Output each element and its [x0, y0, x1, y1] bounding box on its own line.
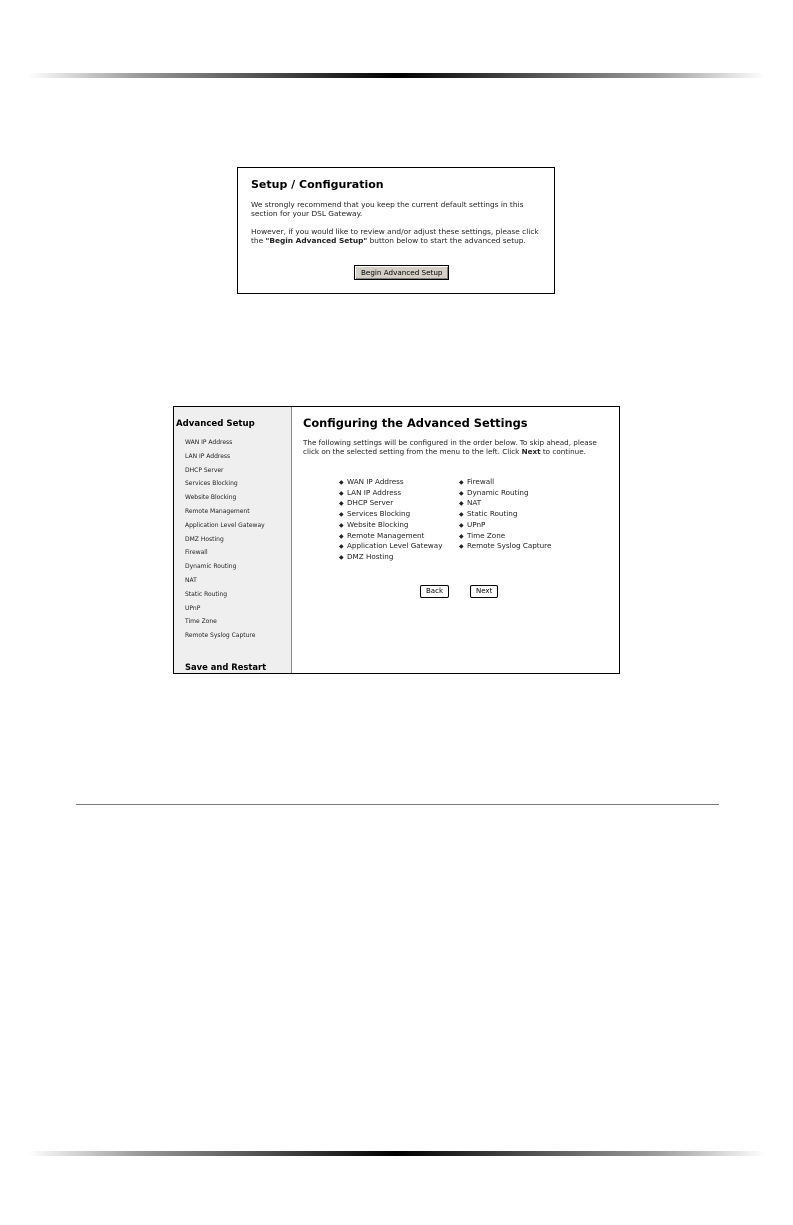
list-item-nat	[459, 498, 551, 509]
bullet-icon: ◆	[339, 479, 344, 486]
bottom-decorative-rule	[28, 1151, 765, 1156]
sidebar-menu	[185, 439, 265, 646]
settings-list-column-1	[339, 477, 442, 563]
list-item-dmz-hosting	[339, 552, 442, 563]
list-item-upnp	[459, 520, 551, 531]
bullet-icon: ◆	[339, 553, 344, 561]
instructions-button-reference: "Begin Advanced Setup"	[265, 236, 368, 245]
sidebar-item-nat[interactable]: NAT	[185, 576, 197, 584]
list-item-wan-ip-address	[339, 477, 442, 488]
list-item-label: Remote Management	[347, 530, 425, 540]
bullet-icon: ◆	[339, 500, 344, 508]
list-item-static-routing	[459, 509, 551, 520]
list-item-remote-syslog-capture	[459, 541, 551, 552]
sidebar-item-website-blocking[interactable]: Website Blocking	[185, 494, 237, 502]
sidebar-item-wan-ip-address[interactable]: WAN IP Address	[185, 439, 233, 446]
list-item-label: Firewall	[467, 477, 495, 486]
save-and-restart-link[interactable]: Save and Restart	[185, 662, 267, 672]
sidebar-item-remote-management[interactable]: Remote Management	[185, 507, 250, 515]
bullet-icon: ◆	[339, 532, 344, 540]
list-item-remote-management	[339, 531, 442, 542]
list-item-lan-ip-address	[339, 488, 442, 499]
bullet-icon: ◆	[459, 479, 464, 486]
advanced-settings-window	[173, 406, 620, 674]
top-decorative-rule	[28, 73, 765, 78]
sidebar-item-dhcp-server[interactable]: DHCP Server	[185, 466, 224, 474]
page-title: Configuring the Advanced Settings	[303, 416, 528, 430]
list-item-label: UPnP	[467, 519, 486, 529]
intro-next-reference: Next	[521, 447, 541, 457]
back-button[interactable]: Back	[420, 585, 449, 598]
setup-panel-instructions	[251, 227, 543, 245]
bullet-icon: ◆	[339, 489, 344, 497]
list-item-dynamic-routing	[459, 488, 551, 499]
intro-text-start: The following settings will be configured in the order below. To skip ahead, please click on the selected setting from the menu to the left. Click	[303, 438, 597, 457]
bullet-icon: ◆	[459, 500, 464, 508]
sidebar-item-services-blocking[interactable]: Services Blocking	[185, 480, 238, 488]
sidebar-item-static-routing[interactable]: Static Routing	[185, 590, 228, 598]
list-item-label: Remote Syslog Capture	[467, 541, 552, 551]
sidebar-item-upnp[interactable]: UPnP	[185, 604, 201, 612]
sidebar-item-time-zone[interactable]: Time Zone	[185, 618, 217, 626]
list-item-services-blocking	[339, 509, 442, 520]
list-item-label: NAT	[467, 498, 482, 508]
list-item-label: DHCP Server	[347, 498, 394, 508]
list-item-label: Website Blocking	[347, 519, 409, 529]
setup-configuration-panel	[237, 167, 555, 294]
setup-panel-recommendation: We strongly recommend that you keep the current default settings in this section for your DSL Gateway.	[251, 200, 524, 218]
intro-text-end: to continue.	[540, 447, 586, 457]
list-item-dhcp-server	[339, 498, 442, 509]
list-item-label: LAN IP Address	[347, 487, 402, 497]
next-button[interactable]: Next	[470, 585, 498, 598]
bullet-icon: ◆	[339, 511, 344, 519]
bullet-icon: ◆	[459, 511, 464, 519]
list-item-label: Time Zone	[467, 530, 506, 540]
list-item-label: Static Routing	[467, 509, 518, 519]
list-item-firewall	[459, 477, 551, 488]
sidebar-item-lan-ip-address[interactable]: LAN IP Address	[185, 452, 231, 460]
list-item-label: DMZ Hosting	[347, 551, 394, 561]
sidebar-heading: Advanced Setup	[176, 419, 255, 429]
sidebar-item-firewall[interactable]: Firewall	[185, 549, 208, 557]
bullet-icon: ◆	[339, 543, 344, 551]
sidebar-item-dmz-hosting[interactable]: DMZ Hosting	[185, 535, 224, 543]
sidebar-item-application-level-gateway[interactable]: Application Level Gateway	[185, 521, 265, 529]
instructions-text-end: button below to start the advanced setup.	[367, 236, 526, 245]
bullet-icon: ◆	[459, 532, 464, 540]
begin-advanced-setup-button[interactable]: Begin Advanced Setup	[354, 265, 449, 280]
advanced-setup-sidebar	[174, 407, 292, 673]
sidebar-item-dynamic-routing[interactable]: Dynamic Routing	[185, 563, 237, 571]
list-item-label: Dynamic Routing	[467, 487, 529, 497]
list-item-label: Application Level Gateway	[347, 541, 443, 551]
instructions-text-start: However, if you would like to review and/or adjust these settings, please click the	[251, 227, 539, 245]
bullet-icon: ◆	[459, 489, 464, 497]
setup-panel-title: Setup / Configuration	[251, 178, 384, 191]
sidebar-item-remote-syslog-capture[interactable]: Remote Syslog Capture	[185, 632, 256, 640]
section-divider	[76, 804, 719, 805]
settings-list-column-2	[459, 477, 551, 552]
intro-text	[303, 438, 615, 457]
bullet-icon: ◆	[459, 543, 464, 551]
list-item-label: WAN IP Address	[347, 477, 404, 486]
list-item-time-zone	[459, 531, 551, 542]
list-item-application-level-gateway	[339, 541, 442, 552]
list-item-label: Services Blocking	[347, 509, 411, 519]
bullet-icon: ◆	[459, 521, 464, 529]
list-item-website-blocking	[339, 520, 442, 531]
bullet-icon: ◆	[339, 521, 344, 529]
